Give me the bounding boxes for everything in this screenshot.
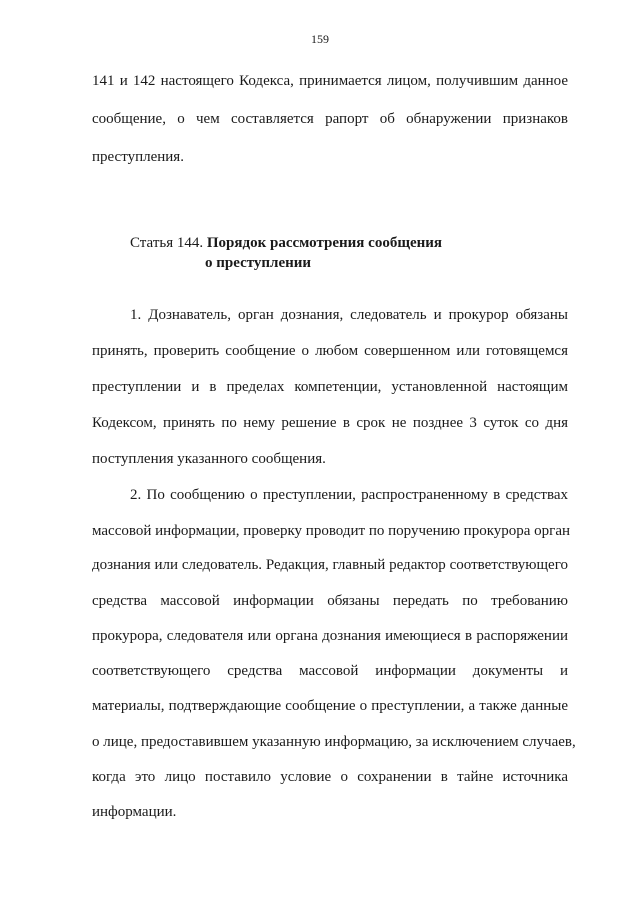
text-line: соответствующего средства массовой информации документы и <box>92 663 568 679</box>
article-heading-line2 <box>205 254 311 272</box>
article-heading <box>130 234 442 252</box>
text-line: сообщение, о чем составляется рапорт об обнаружении признаков <box>92 111 568 127</box>
text-line: преступления. <box>92 149 184 165</box>
text-line: 1. Дознаватель, орган дознания, следователь и прокурор обязаны <box>130 307 568 323</box>
article-title: Порядок рассмотрения сообщения <box>206 235 443 251</box>
article-title-continued: о преступлении <box>205 255 312 271</box>
text-line: преступлении и в пределах компетенции, установленной настоящим <box>92 379 568 395</box>
text-line: материалы, подтверждающие сообщение о преступлении, а также данные <box>92 698 568 714</box>
text-line: дознания или следователь. Редакция, главный редактор соответствующего <box>92 557 568 573</box>
text-line: о лице, предоставившем указанную информацию, за исключением случаев, <box>92 734 576 750</box>
text-line: прокурора, следователя или органа дознания имеющиеся в распоряжении <box>92 628 568 644</box>
text-line: массовой информации, проверку проводит по поручению прокурора орган <box>92 523 571 539</box>
text-line: 141 и 142 настоящего Кодекса, принимается лицом, получившим данное <box>92 73 568 89</box>
text-line: средства массовой информации обязаны передать по требованию <box>92 593 568 609</box>
text-line: информации. <box>92 804 177 820</box>
page-number: 159 <box>311 32 329 46</box>
text-line: 2. По сообщению о преступлении, распространенному в средствах <box>130 487 568 503</box>
text-line: Кодексом, принять по нему решение в срок не позднее 3 суток со дня <box>92 415 568 431</box>
text-line: когда это лицо поставило условие о сохранении в тайне источника <box>92 769 568 785</box>
text-line: принять, проверить сообщение о любом совершенном или готовящемся <box>92 343 568 359</box>
text-line: поступления указанного сообщения. <box>92 451 326 467</box>
article-prefix: Статья 144. <box>130 235 204 251</box>
